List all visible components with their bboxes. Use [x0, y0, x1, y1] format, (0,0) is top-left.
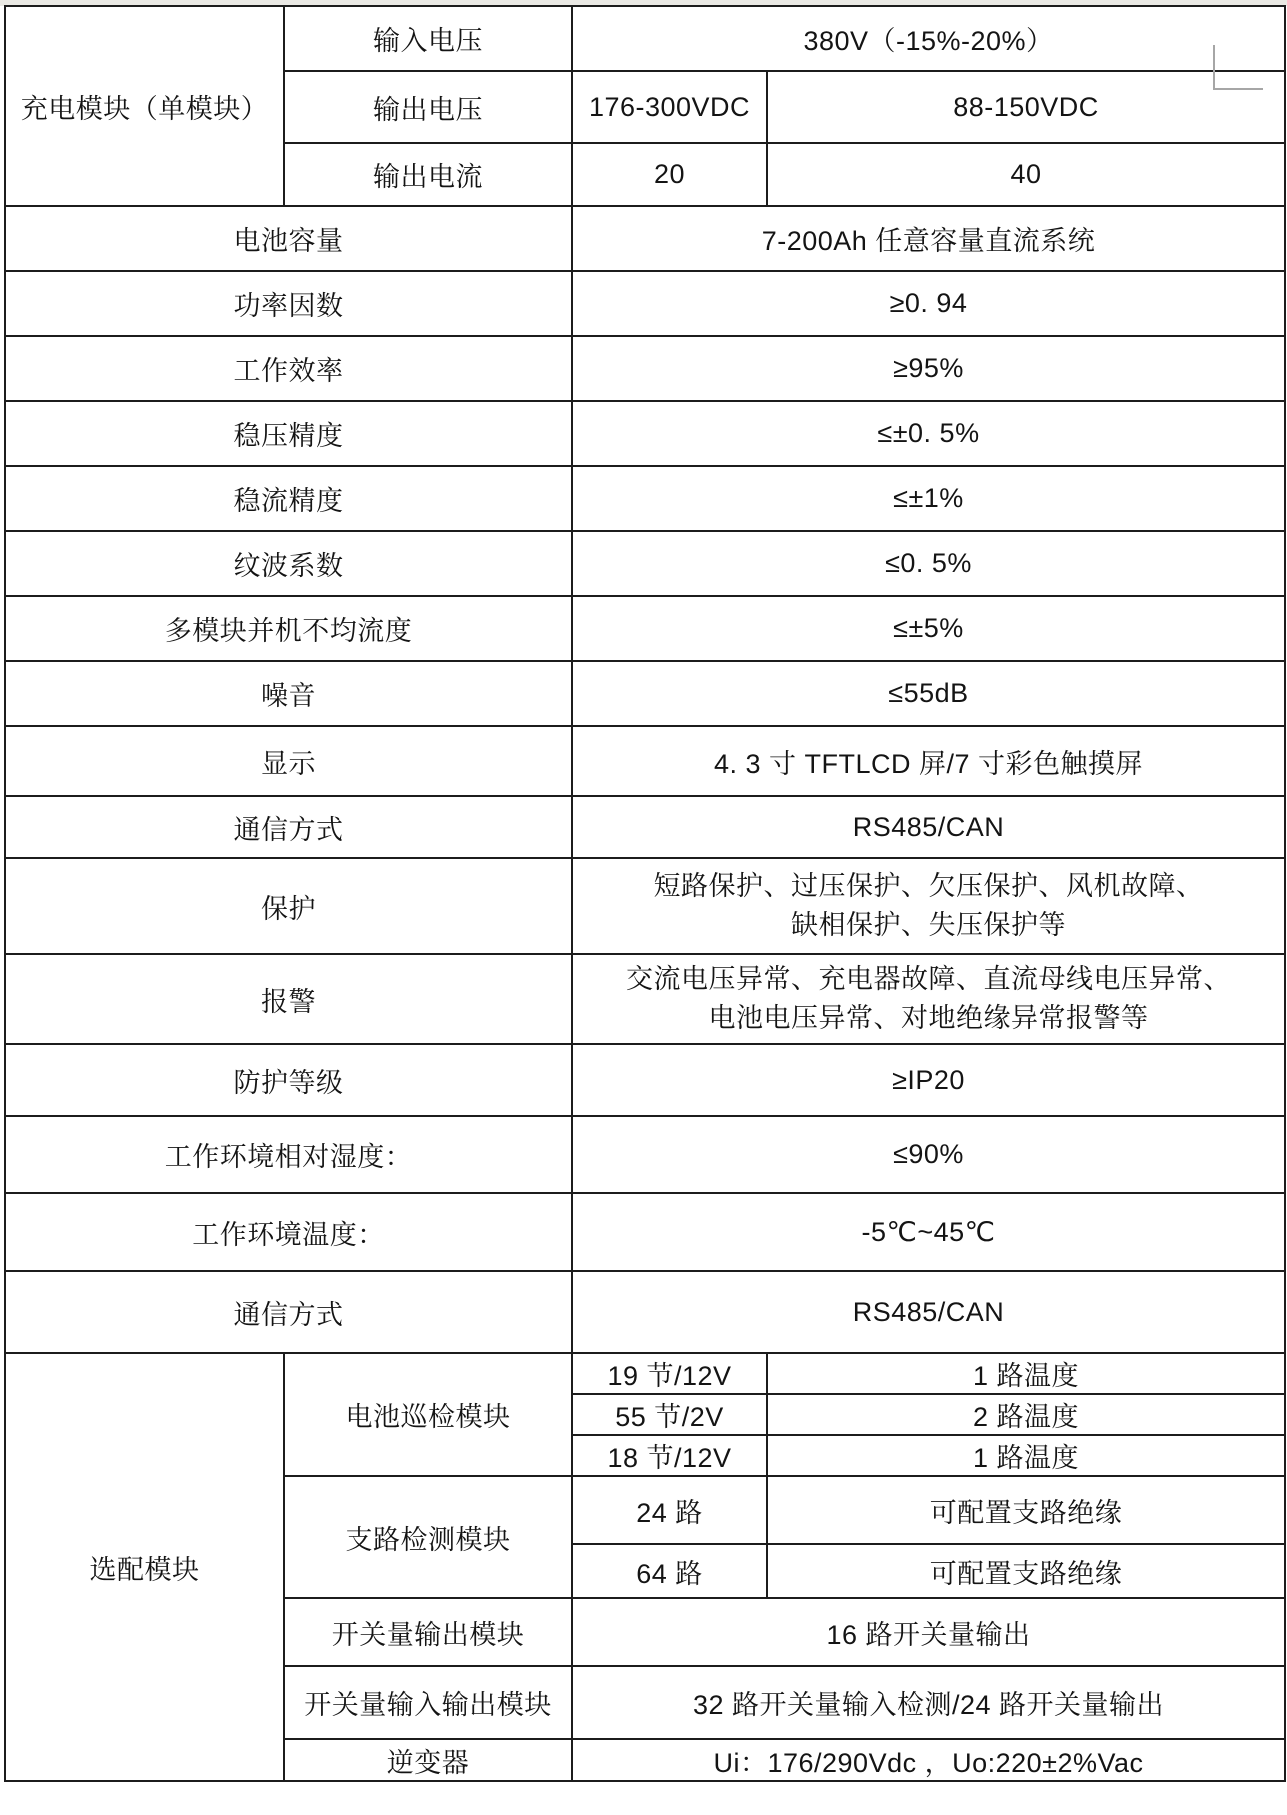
row-input-voltage — [5, 6, 1285, 71]
cell-label-branch-detect: 支路检测模块 — [284, 1476, 572, 1598]
cell-label-switch-output: 开关量输出模块 — [284, 1598, 572, 1666]
cell-value-ripple: ≤0. 5% — [572, 531, 1285, 596]
row-voltage-regulation — [5, 401, 1285, 466]
cell-label-efficiency: 工作效率 — [5, 336, 572, 401]
cell-spec-battery-patrol-3: 18 节/12V — [572, 1435, 767, 1476]
cell-value-communication-2: RS485/CAN — [572, 1271, 1285, 1353]
cell-value-current-regulation: ≤±1% — [572, 466, 1285, 531]
cell-value-temperature: -5℃~45℃ — [572, 1193, 1285, 1271]
cell-value-noise: ≤55dB — [572, 661, 1285, 726]
row-humidity — [5, 1116, 1285, 1193]
cell-label-noise: 噪音 — [5, 661, 572, 726]
cell-value-inverter: Ui：176/290Vdc ，Uo:220±2%Vac — [572, 1739, 1285, 1781]
cell-value-input-voltage: 380V（-15%-20%） — [572, 6, 1285, 71]
cell-value-efficiency: ≥95% — [572, 336, 1285, 401]
row-communication — [5, 796, 1285, 858]
cell-label-load-sharing: 多模块并机不均流度 — [5, 596, 572, 661]
cell-value-output-voltage-2: 88-150VDC — [767, 71, 1285, 143]
cell-label-battery-capacity: 电池容量 — [5, 206, 572, 271]
row-alarm — [5, 954, 1285, 1044]
cell-value-branch-detect-2: 可配置支路绝缘 — [767, 1544, 1285, 1598]
cell-value-output-voltage-1: 176-300VDC — [572, 71, 767, 143]
protection-line-2: 缺相保护、失压保护等 — [791, 910, 1066, 940]
cell-label-output-current: 输出电流 — [284, 143, 572, 206]
row-ripple — [5, 531, 1285, 596]
cell-value-switch-io: 32 路开关量输入检测/24 路开关量输出 — [572, 1666, 1285, 1739]
row-load-sharing — [5, 596, 1285, 661]
cell-value-ip-rating: ≥IP20 — [572, 1044, 1285, 1116]
cell-label-switch-io: 开关量输入输出模块 — [284, 1666, 572, 1739]
cell-value-battery-patrol-3: 1 路温度 — [767, 1435, 1285, 1476]
protection-line-1: 短路保护、过压保护、欠压保护、风机故障、 — [653, 871, 1204, 901]
cell-value-output-current-2: 40 — [767, 143, 1285, 206]
cell-value-battery-patrol-1: 1 路温度 — [767, 1353, 1285, 1394]
cell-label-input-voltage: 输入电压 — [284, 6, 572, 71]
alarm-line-1: 交流电压异常、充电器故障、直流母线电压异常、 — [626, 964, 1231, 994]
row-display — [5, 726, 1285, 796]
cell-group-charging-module: 充电模块（单模块） — [5, 6, 284, 206]
cell-label-inverter: 逆变器 — [284, 1739, 572, 1781]
cell-label-voltage-regulation: 稳压精度 — [5, 401, 572, 466]
cell-label-alarm: 报警 — [5, 954, 572, 1044]
row-protection — [5, 858, 1285, 954]
page-corner-mark-icon — [1213, 45, 1263, 90]
alarm-line-2: 电池电压异常、对地绝缘异常报警等 — [708, 1003, 1149, 1033]
row-efficiency — [5, 336, 1285, 401]
row-battery-patrol-1 — [5, 1353, 1285, 1394]
row-ip-rating — [5, 1044, 1285, 1116]
cell-value-protection — [572, 858, 1285, 954]
cell-label-power-factor: 功率因数 — [5, 271, 572, 336]
cell-group-optional-modules: 选配模块 — [5, 1353, 284, 1781]
cell-value-battery-patrol-2: 2 路温度 — [767, 1394, 1285, 1435]
cell-label-humidity: 工作环境相对湿度： — [5, 1116, 572, 1193]
cell-spec-branch-detect-2: 64 路 — [572, 1544, 767, 1598]
cell-spec-battery-patrol-1: 19 节/12V — [572, 1353, 767, 1394]
cell-label-temperature: 工作环境温度： — [5, 1193, 572, 1271]
cell-label-communication: 通信方式 — [5, 796, 572, 858]
row-temperature — [5, 1193, 1285, 1271]
cell-value-voltage-regulation: ≤±0. 5% — [572, 401, 1285, 466]
row-power-factor — [5, 271, 1285, 336]
cell-label-communication-2: 通信方式 — [5, 1271, 572, 1353]
cell-label-display: 显示 — [5, 726, 572, 796]
row-current-regulation — [5, 466, 1285, 531]
cell-label-protection: 保护 — [5, 858, 572, 954]
cell-value-branch-detect-1: 可配置支路绝缘 — [767, 1476, 1285, 1544]
cell-value-humidity: ≤90% — [572, 1116, 1285, 1193]
cell-value-output-current-1: 20 — [572, 143, 767, 206]
cell-value-alarm — [572, 954, 1285, 1044]
row-communication-2 — [5, 1271, 1285, 1353]
cell-label-current-regulation: 稳流精度 — [5, 466, 572, 531]
cell-value-display: 4. 3 寸 TFTLCD 屏/7 寸彩色触摸屏 — [572, 726, 1285, 796]
cell-value-switch-output: 16 路开关量输出 — [572, 1598, 1285, 1666]
cell-value-power-factor: ≥0. 94 — [572, 271, 1285, 336]
cell-label-battery-patrol: 电池巡检模块 — [284, 1353, 572, 1476]
spec-table — [4, 5, 1286, 1782]
row-noise — [5, 661, 1285, 726]
cell-value-battery-capacity: 7-200Ah 任意容量直流系统 — [572, 206, 1285, 271]
row-battery-capacity — [5, 206, 1285, 271]
cell-label-ripple: 纹波系数 — [5, 531, 572, 596]
cell-label-ip-rating: 防护等级 — [5, 1044, 572, 1116]
cell-spec-battery-patrol-2: 55 节/2V — [572, 1394, 767, 1435]
cell-value-load-sharing: ≤±5% — [572, 596, 1285, 661]
cell-label-output-voltage: 输出电压 — [284, 71, 572, 143]
cell-value-communication: RS485/CAN — [572, 796, 1285, 858]
cell-spec-branch-detect-1: 24 路 — [572, 1476, 767, 1544]
